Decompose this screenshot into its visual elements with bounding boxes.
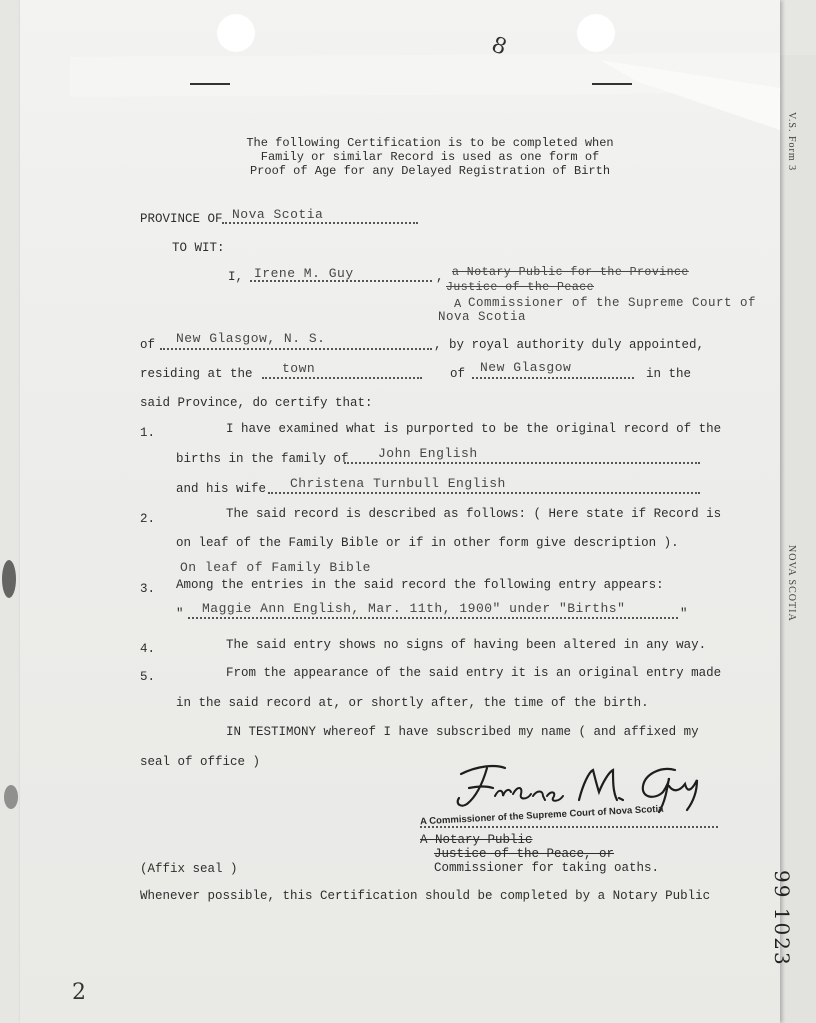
residing-of-dots: [472, 377, 634, 379]
entry-close-quote: ": [680, 607, 688, 621]
item1-text: I have examined what is purported to be the original record of the: [226, 422, 722, 436]
residing-value: town: [282, 361, 316, 376]
top-handwritten-mark: 8: [488, 32, 510, 61]
tick-mark-right: [592, 83, 632, 85]
office-notary-struck: a Notary Public for the Province: [452, 266, 689, 279]
item5-text: From the appearance of the said entry it is an original entry made: [226, 666, 722, 680]
signature-dots: [420, 826, 718, 828]
heading-line: The following Certification is to be completed when: [246, 136, 614, 150]
punch-hole-right: [577, 14, 615, 52]
office-justice-struck: Justice of the Peace: [446, 281, 595, 294]
residing-label: residing at the: [140, 367, 253, 381]
bottom-handwritten-mark: 2: [72, 980, 86, 1005]
of-value: New Glasgow, N. S.: [176, 331, 326, 346]
item4-text: The said entry shows no signs of having been altered in any way.: [226, 638, 707, 652]
mother-name: Christena Turnbull English: [290, 476, 506, 491]
item2-text-cont: on leaf of the Family Bible or if in other form give description ).: [176, 536, 679, 550]
declarant-name: Irene M. Guy: [254, 266, 354, 281]
commissioner-oaths: Commissioner for taking oaths.: [434, 861, 660, 875]
edge-province-text: NOVA SCOTIA: [786, 545, 797, 622]
declarant-prefix: I,: [228, 270, 244, 284]
to-wit-label: TO WIT:: [172, 241, 225, 255]
in-the-text: in the: [646, 367, 692, 381]
residing-dots: [262, 377, 422, 379]
residing-of-value: New Glasgow: [480, 360, 572, 375]
commissioner-stamp: A Commissioner of the Supreme Court of Nova Scotia: [419, 803, 664, 828]
heading-line: Proof of Age for any Delayed Registration of Birth: [249, 164, 611, 178]
of-label: of: [140, 338, 156, 352]
entry-open-quote: ": [176, 607, 184, 621]
father-dots: [344, 462, 700, 464]
file-number: 99 1023: [770, 870, 794, 967]
testimony-text: IN TESTIMONY whereof I have subscribed my name ( and affixed my: [226, 725, 699, 739]
punch-hole-left: [217, 14, 255, 52]
province-value: Nova Scotia: [232, 207, 324, 222]
wife-label: and his wife: [176, 482, 267, 496]
handwritten-signature: [447, 756, 707, 816]
item5-text-cont: in the said record at, or shortly after, the time of the birth.: [176, 696, 649, 710]
province-dots: [222, 222, 418, 224]
notary-public-struck: A Notary Public: [420, 833, 533, 847]
of-dots: [160, 348, 432, 350]
item1-number: 1.: [140, 426, 156, 440]
office-commissioner: Commissioner of the Supreme Court of: [468, 296, 757, 310]
item3-text: Among the entries in the said record the following entry appears:: [176, 578, 664, 592]
tick-mark-left: [190, 83, 230, 85]
footer-note: Whenever possible, this Certification should be completed by a Notary Public: [140, 889, 711, 903]
entry-value: Maggie Ann English, Mar. 11th, 1900" under "Births": [202, 601, 626, 616]
entry-dots: [188, 617, 678, 619]
province-label: PROVINCE OF: [140, 212, 223, 226]
appointed-text: , by royal authority duly appointed,: [434, 338, 705, 352]
office-commissioner-cont: Nova Scotia: [438, 310, 527, 324]
item2-text: The said record is described as follows: ( Here state if Record is: [226, 507, 722, 521]
testimony-text-cont: seal of office ): [140, 755, 261, 769]
residing-of-label: of: [450, 367, 466, 381]
item4-number: 4.: [140, 642, 156, 656]
ink-stain: [4, 785, 18, 809]
mother-dots: [268, 492, 700, 494]
item5-number: 5.: [140, 670, 156, 684]
office-mark: A: [454, 297, 462, 311]
certificate-heading: [180, 136, 680, 178]
record-description: On leaf of Family Bible: [180, 560, 371, 575]
affix-seal-label: (Affix seal ): [140, 862, 238, 876]
justice-struck: Justice of the Peace, or: [434, 847, 615, 861]
item3-number: 3.: [140, 582, 156, 596]
certify-text: said Province, do certify that:: [140, 396, 373, 410]
item2-number: 2.: [140, 512, 156, 526]
heading-line: Family or similar Record is used as one form of: [260, 150, 600, 164]
form-id-label: V.S. Form 3: [786, 112, 797, 172]
ink-stain: [2, 560, 16, 598]
father-name: John English: [378, 446, 478, 461]
births-label: births in the family of: [176, 452, 349, 466]
